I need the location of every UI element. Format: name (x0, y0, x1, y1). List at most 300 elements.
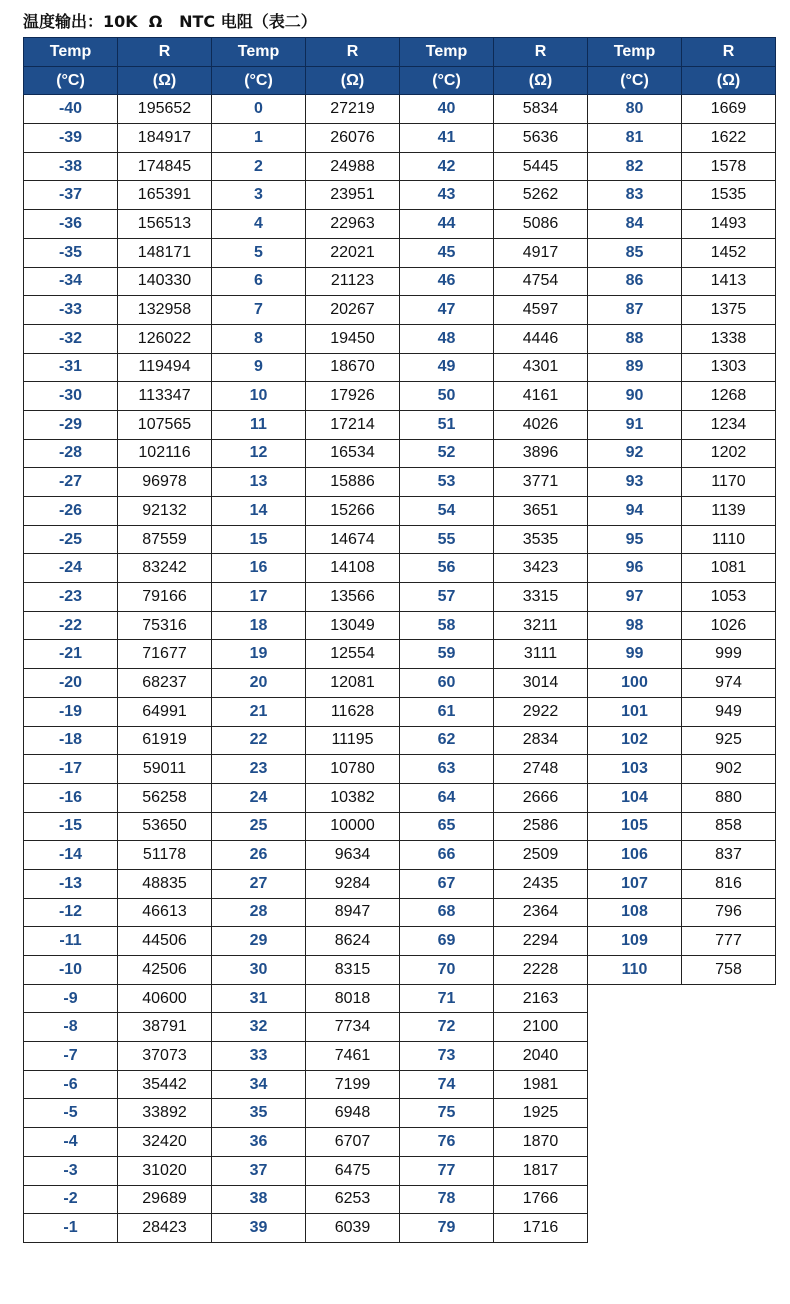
temp-header: Temp (24, 38, 118, 67)
empty-cell (588, 1070, 682, 1099)
temp-cell: -28 (24, 439, 118, 468)
table-row (24, 1214, 776, 1243)
table-row (24, 697, 776, 726)
table-row (24, 1099, 776, 1128)
temp-cell: 76 (400, 1128, 494, 1157)
temp-cell: 0 (212, 95, 306, 124)
resistance-cell: 974 (682, 669, 776, 698)
temp-cell: 48 (400, 324, 494, 353)
resistance-cell: 10780 (306, 755, 400, 784)
temp-cell: 32 (212, 1013, 306, 1042)
resistance-cell: 3771 (494, 468, 588, 497)
resistance-cell: 1338 (682, 324, 776, 353)
resistance-cell: 165391 (118, 181, 212, 210)
resistance-cell: 1452 (682, 238, 776, 267)
temp-cell: 83 (588, 181, 682, 210)
temp-cell: 57 (400, 583, 494, 612)
resistance-cell: 1053 (682, 583, 776, 612)
temp-cell: -21 (24, 640, 118, 669)
resistance-cell: 3315 (494, 583, 588, 612)
resistance-cell: 40600 (118, 984, 212, 1013)
temp-cell: -11 (24, 927, 118, 956)
temp-cell: 82 (588, 152, 682, 181)
temp-cell: 105 (588, 812, 682, 841)
temp-cell: 86 (588, 267, 682, 296)
temp-unit: (°C) (400, 66, 494, 95)
resistance-cell: 17214 (306, 410, 400, 439)
resistance-cell: 59011 (118, 755, 212, 784)
temp-cell: -9 (24, 984, 118, 1013)
temp-cell: 61 (400, 697, 494, 726)
resistance-cell: 24988 (306, 152, 400, 181)
resistance-cell: 22963 (306, 210, 400, 239)
temp-cell: 89 (588, 353, 682, 382)
resistance-cell: 2666 (494, 783, 588, 812)
resistance-cell: 13566 (306, 583, 400, 612)
resistance-cell: 184917 (118, 124, 212, 153)
table-row (24, 1013, 776, 1042)
resistance-cell: 126022 (118, 324, 212, 353)
resistance-cell: 96978 (118, 468, 212, 497)
empty-cell (588, 1156, 682, 1185)
table-row (24, 583, 776, 612)
temp-cell: 85 (588, 238, 682, 267)
table-row (24, 1185, 776, 1214)
temp-cell: -2 (24, 1185, 118, 1214)
table-row (24, 238, 776, 267)
resistance-cell: 119494 (118, 353, 212, 382)
resistance-cell: 758 (682, 956, 776, 985)
resistance-cell: 7199 (306, 1070, 400, 1099)
table-row (24, 525, 776, 554)
temp-cell: 53 (400, 468, 494, 497)
temp-cell: -13 (24, 869, 118, 898)
temp-cell: -29 (24, 410, 118, 439)
temp-cell: 52 (400, 439, 494, 468)
resistance-cell: 10382 (306, 783, 400, 812)
resistance-cell: 858 (682, 812, 776, 841)
resistance-cell: 2509 (494, 841, 588, 870)
temp-cell: 58 (400, 611, 494, 640)
temp-cell: -32 (24, 324, 118, 353)
temp-cell: 4 (212, 210, 306, 239)
temp-cell: 46 (400, 267, 494, 296)
resistance-cell: 107565 (118, 410, 212, 439)
temp-unit: (°C) (588, 66, 682, 95)
resistance-cell: 925 (682, 726, 776, 755)
resistance-cell: 3423 (494, 554, 588, 583)
table-row (24, 669, 776, 698)
temp-cell: -10 (24, 956, 118, 985)
temp-cell: 26 (212, 841, 306, 870)
temp-cell: 3 (212, 181, 306, 210)
temp-cell: 65 (400, 812, 494, 841)
temp-cell: 23 (212, 755, 306, 784)
temp-cell: 15 (212, 525, 306, 554)
resistance-cell: 140330 (118, 267, 212, 296)
temp-cell: 55 (400, 525, 494, 554)
temp-cell: 108 (588, 898, 682, 927)
resistance-cell: 26076 (306, 124, 400, 153)
temp-cell: 51 (400, 410, 494, 439)
temp-cell: -24 (24, 554, 118, 583)
temp-cell: 27 (212, 869, 306, 898)
resistance-cell: 79166 (118, 583, 212, 612)
temp-cell: 2 (212, 152, 306, 181)
temp-cell: 50 (400, 382, 494, 411)
resistance-cell: 29689 (118, 1185, 212, 1214)
table-row (24, 1128, 776, 1157)
table-row (24, 1156, 776, 1185)
resistance-cell: 28423 (118, 1214, 212, 1243)
resistance-cell: 15886 (306, 468, 400, 497)
table-row (24, 869, 776, 898)
temp-cell: 45 (400, 238, 494, 267)
temp-cell: 72 (400, 1013, 494, 1042)
resistance-cell: 816 (682, 869, 776, 898)
resistance-cell: 1303 (682, 353, 776, 382)
table-row (24, 382, 776, 411)
resistance-cell: 56258 (118, 783, 212, 812)
resistance-cell: 11628 (306, 697, 400, 726)
resistance-cell: 68237 (118, 669, 212, 698)
resistance-cell: 1234 (682, 410, 776, 439)
temp-cell: -8 (24, 1013, 118, 1042)
temp-cell: 5 (212, 238, 306, 267)
resistance-cell: 22021 (306, 238, 400, 267)
resistance-cell: 4301 (494, 353, 588, 382)
resistance-cell: 1202 (682, 439, 776, 468)
resistance-cell: 6475 (306, 1156, 400, 1185)
temp-cell: 1 (212, 124, 306, 153)
temp-cell: -36 (24, 210, 118, 239)
resistance-cell: 7734 (306, 1013, 400, 1042)
resistance-cell: 23951 (306, 181, 400, 210)
temp-cell: -31 (24, 353, 118, 382)
resistance-cell: 1870 (494, 1128, 588, 1157)
resistance-cell: 19450 (306, 324, 400, 353)
resistance-cell: 2100 (494, 1013, 588, 1042)
resistance-cell: 3896 (494, 439, 588, 468)
resistance-cell: 35442 (118, 1070, 212, 1099)
temp-header: Temp (212, 38, 306, 67)
temp-cell: 14 (212, 497, 306, 526)
empty-cell (682, 1156, 776, 1185)
temp-cell: 30 (212, 956, 306, 985)
table-row (24, 755, 776, 784)
temp-cell: 103 (588, 755, 682, 784)
resistance-cell: 1578 (682, 152, 776, 181)
table-row (24, 267, 776, 296)
resistance-cell: 20267 (306, 296, 400, 325)
resistance-cell: 2163 (494, 984, 588, 1013)
resistance-cell: 13049 (306, 611, 400, 640)
table-row (24, 611, 776, 640)
resistance-cell: 9284 (306, 869, 400, 898)
empty-cell (588, 1013, 682, 1042)
resistance-cell: 4754 (494, 267, 588, 296)
resistance-cell: 44506 (118, 927, 212, 956)
temp-cell: 97 (588, 583, 682, 612)
empty-cell (588, 984, 682, 1013)
temp-cell: 25 (212, 812, 306, 841)
table-row (24, 1070, 776, 1099)
resistance-cell: 1375 (682, 296, 776, 325)
resistance-cell: 3211 (494, 611, 588, 640)
temp-cell: 62 (400, 726, 494, 755)
resistance-cell: 87559 (118, 525, 212, 554)
table-row (24, 984, 776, 1013)
resistance-cell: 195652 (118, 95, 212, 124)
temp-cell: 40 (400, 95, 494, 124)
temp-unit: (°C) (212, 66, 306, 95)
resistance-cell: 11195 (306, 726, 400, 755)
empty-cell (588, 1099, 682, 1128)
temp-cell: -23 (24, 583, 118, 612)
r-header: R (494, 38, 588, 67)
temp-cell: 41 (400, 124, 494, 153)
temp-cell: 22 (212, 726, 306, 755)
temp-cell: 33 (212, 1042, 306, 1071)
resistance-cell: 10000 (306, 812, 400, 841)
empty-cell (588, 1185, 682, 1214)
temp-cell: -19 (24, 697, 118, 726)
table-row (24, 468, 776, 497)
resistance-cell: 5262 (494, 181, 588, 210)
resistance-cell: 83242 (118, 554, 212, 583)
temp-cell: 98 (588, 611, 682, 640)
resistance-cell: 12081 (306, 669, 400, 698)
temp-cell: 54 (400, 497, 494, 526)
temp-cell: -6 (24, 1070, 118, 1099)
resistance-cell: 53650 (118, 812, 212, 841)
resistance-cell: 949 (682, 697, 776, 726)
temp-cell: 38 (212, 1185, 306, 1214)
temp-cell: 8 (212, 324, 306, 353)
resistance-cell: 7461 (306, 1042, 400, 1071)
resistance-cell: 17926 (306, 382, 400, 411)
resistance-cell: 8018 (306, 984, 400, 1013)
temp-cell: 63 (400, 755, 494, 784)
table-row (24, 640, 776, 669)
temp-cell: -33 (24, 296, 118, 325)
temp-cell: 101 (588, 697, 682, 726)
temp-cell: 19 (212, 640, 306, 669)
temp-cell: 100 (588, 669, 682, 698)
resistance-cell: 4446 (494, 324, 588, 353)
temp-cell: 68 (400, 898, 494, 927)
temp-cell: 92 (588, 439, 682, 468)
resistance-cell: 777 (682, 927, 776, 956)
resistance-cell: 132958 (118, 296, 212, 325)
temp-cell: 102 (588, 726, 682, 755)
resistance-cell: 1413 (682, 267, 776, 296)
temp-cell: 7 (212, 296, 306, 325)
temp-cell: 88 (588, 324, 682, 353)
table-row (24, 296, 776, 325)
table-row (24, 927, 776, 956)
r-header: R (682, 38, 776, 67)
resistance-cell: 1981 (494, 1070, 588, 1099)
page-title: 温度输出：10K Ω NTC 电阻（表二） (23, 12, 317, 31)
temp-cell: 60 (400, 669, 494, 698)
resistance-cell: 37073 (118, 1042, 212, 1071)
resistance-cell: 6253 (306, 1185, 400, 1214)
resistance-cell: 75316 (118, 611, 212, 640)
table-row (24, 152, 776, 181)
temp-cell: -39 (24, 124, 118, 153)
temp-cell: -37 (24, 181, 118, 210)
r-header: R (306, 38, 400, 67)
temp-cell: 20 (212, 669, 306, 698)
temp-cell: -3 (24, 1156, 118, 1185)
empty-cell (682, 1013, 776, 1042)
temp-cell: -27 (24, 468, 118, 497)
resistance-cell: 5445 (494, 152, 588, 181)
temp-cell: -26 (24, 497, 118, 526)
resistance-cell: 1268 (682, 382, 776, 411)
temp-cell: 79 (400, 1214, 494, 1243)
resistance-cell: 71677 (118, 640, 212, 669)
resistance-cell: 1817 (494, 1156, 588, 1185)
resistance-cell: 2834 (494, 726, 588, 755)
resistance-cell: 837 (682, 841, 776, 870)
resistance-cell: 38791 (118, 1013, 212, 1042)
empty-cell (588, 1128, 682, 1157)
temp-cell: 75 (400, 1099, 494, 1128)
temp-cell: 10 (212, 382, 306, 411)
temp-cell: 99 (588, 640, 682, 669)
temp-cell: 70 (400, 956, 494, 985)
empty-cell (682, 1042, 776, 1071)
r-unit: (Ω) (306, 66, 400, 95)
table-row (24, 554, 776, 583)
temp-header: Temp (400, 38, 494, 67)
temp-cell: -4 (24, 1128, 118, 1157)
resistance-cell: 51178 (118, 841, 212, 870)
temp-cell: 96 (588, 554, 682, 583)
resistance-cell: 1925 (494, 1099, 588, 1128)
temp-cell: 6 (212, 267, 306, 296)
temp-cell: 47 (400, 296, 494, 325)
resistance-cell: 5086 (494, 210, 588, 239)
r-header: R (118, 38, 212, 67)
table-row (24, 898, 776, 927)
resistance-cell: 3111 (494, 640, 588, 669)
empty-cell (682, 1185, 776, 1214)
temp-cell: 34 (212, 1070, 306, 1099)
resistance-cell: 5834 (494, 95, 588, 124)
temp-cell: 56 (400, 554, 494, 583)
temp-cell: 28 (212, 898, 306, 927)
empty-cell (682, 1214, 776, 1243)
temp-cell: 66 (400, 841, 494, 870)
resistance-cell: 2586 (494, 812, 588, 841)
resistance-cell: 14674 (306, 525, 400, 554)
temp-cell: 31 (212, 984, 306, 1013)
temp-cell: -38 (24, 152, 118, 181)
resistance-cell: 4161 (494, 382, 588, 411)
resistance-cell: 156513 (118, 210, 212, 239)
resistance-cell: 15266 (306, 497, 400, 526)
resistance-cell: 18670 (306, 353, 400, 382)
resistance-cell: 33892 (118, 1099, 212, 1128)
temp-cell: -12 (24, 898, 118, 927)
temp-cell: 87 (588, 296, 682, 325)
temp-cell: 16 (212, 554, 306, 583)
temp-cell: 37 (212, 1156, 306, 1185)
resistance-cell: 1622 (682, 124, 776, 153)
resistance-cell: 174845 (118, 152, 212, 181)
resistance-cell: 2922 (494, 697, 588, 726)
resistance-cell: 3014 (494, 669, 588, 698)
temp-cell: 110 (588, 956, 682, 985)
resistance-cell: 2294 (494, 927, 588, 956)
temp-cell: 106 (588, 841, 682, 870)
empty-cell (682, 1128, 776, 1157)
resistance-cell: 1026 (682, 611, 776, 640)
temp-cell: 67 (400, 869, 494, 898)
table-row (24, 812, 776, 841)
temp-cell: 80 (588, 95, 682, 124)
temp-cell: -18 (24, 726, 118, 755)
empty-cell (588, 1214, 682, 1243)
temp-unit: (°C) (24, 66, 118, 95)
resistance-cell: 61919 (118, 726, 212, 755)
temp-cell: 36 (212, 1128, 306, 1157)
resistance-cell: 8624 (306, 927, 400, 956)
resistance-cell: 48835 (118, 869, 212, 898)
temp-cell: 11 (212, 410, 306, 439)
temp-cell: 95 (588, 525, 682, 554)
temp-cell: 71 (400, 984, 494, 1013)
temp-cell: 73 (400, 1042, 494, 1071)
temp-cell: 107 (588, 869, 682, 898)
temp-cell: -14 (24, 841, 118, 870)
resistance-cell: 46613 (118, 898, 212, 927)
temp-cell: 91 (588, 410, 682, 439)
table-row (24, 410, 776, 439)
r-unit: (Ω) (118, 66, 212, 95)
table-row (24, 497, 776, 526)
resistance-cell: 3535 (494, 525, 588, 554)
ntc-resistance-table (23, 37, 776, 1243)
table-row (24, 1042, 776, 1071)
resistance-cell: 2228 (494, 956, 588, 985)
empty-cell (588, 1042, 682, 1071)
temp-cell: -30 (24, 382, 118, 411)
temp-cell: -1 (24, 1214, 118, 1243)
table-row (24, 439, 776, 468)
empty-cell (682, 984, 776, 1013)
temp-cell: 94 (588, 497, 682, 526)
resistance-cell: 6039 (306, 1214, 400, 1243)
table-row (24, 353, 776, 382)
resistance-cell: 148171 (118, 238, 212, 267)
resistance-cell: 9634 (306, 841, 400, 870)
temp-cell: 35 (212, 1099, 306, 1128)
temp-cell: 18 (212, 611, 306, 640)
empty-cell (682, 1070, 776, 1099)
resistance-cell: 2748 (494, 755, 588, 784)
resistance-cell: 880 (682, 783, 776, 812)
resistance-cell: 1766 (494, 1185, 588, 1214)
resistance-cell: 16534 (306, 439, 400, 468)
table-row (24, 210, 776, 239)
temp-cell: -22 (24, 611, 118, 640)
temp-cell: 13 (212, 468, 306, 497)
table-row (24, 181, 776, 210)
